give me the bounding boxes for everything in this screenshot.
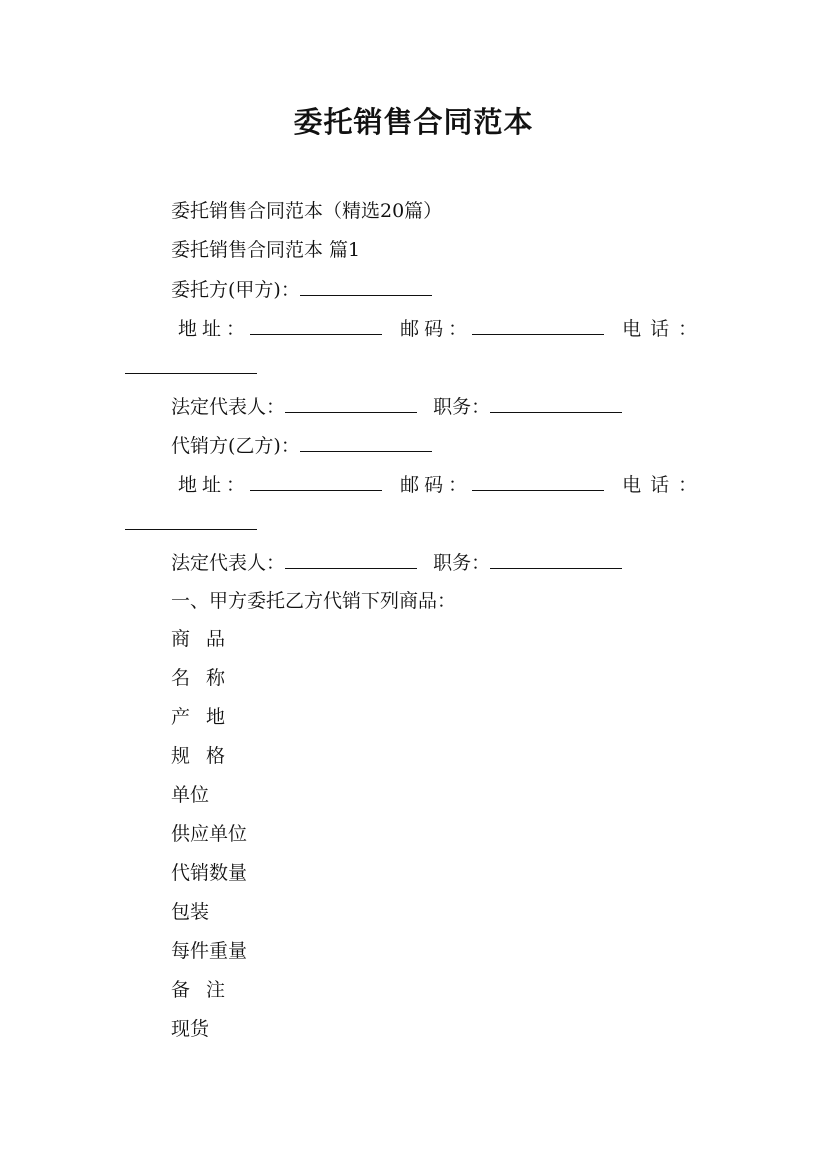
address-label: 地址： [178, 318, 251, 340]
address-label: 地址： [178, 474, 251, 496]
phone-continuation [125, 355, 257, 380]
party-a-line [171, 277, 432, 302]
rep-label: 法定代表人： [171, 396, 286, 418]
weight-field: 每件重量 [171, 940, 248, 962]
party-b-address-line [178, 472, 706, 497]
party-a-blank [300, 277, 432, 296]
address-blank [250, 472, 382, 491]
supplier-field: 供应单位 [171, 823, 248, 845]
unit-field: 单位 [171, 784, 210, 806]
duty-label: 职务： [433, 396, 491, 418]
duty-blank [490, 394, 622, 413]
postcode-blank [472, 472, 604, 491]
party-a-label: 委托方(甲方)： [171, 279, 300, 301]
clause-1: 一、甲方委托乙方代销下列商品： [171, 590, 457, 612]
rep-blank [285, 394, 417, 413]
spec-field: 规 格 [171, 745, 231, 767]
duty-blank [490, 550, 622, 569]
address-blank [250, 316, 382, 335]
quantity-field: 代销数量 [171, 862, 248, 884]
remark-field: 备 注 [171, 979, 231, 1001]
part-heading: 委托销售合同范本 篇1 [171, 239, 361, 261]
document-title: 委托销售合同范本 [293, 105, 534, 139]
party-a-address-line [178, 316, 706, 341]
phone-label: 电话： [622, 474, 707, 496]
party-b-rep-line [171, 550, 622, 575]
postcode-label: 邮码： [400, 318, 473, 340]
rep-blank [285, 550, 417, 569]
party-b-blank [300, 433, 432, 452]
name-field: 名 称 [171, 667, 231, 689]
postcode-blank [472, 316, 604, 335]
party-a-rep-line [171, 394, 622, 419]
goods-field: 商 品 [171, 628, 231, 650]
origin-field: 产 地 [171, 706, 231, 728]
phone-continuation [125, 511, 257, 536]
duty-label: 职务： [433, 552, 491, 574]
phone-blank [125, 355, 257, 374]
phone-blank [125, 511, 257, 530]
intro-line: 委托销售合同范本（精选20篇） [171, 200, 443, 222]
rep-label: 法定代表人： [171, 552, 286, 574]
packing-field: 包装 [171, 901, 210, 923]
phone-label: 电话： [622, 318, 707, 340]
party-b-label: 代销方(乙方)： [171, 435, 300, 457]
party-b-line [171, 433, 432, 458]
postcode-label: 邮码： [400, 474, 473, 496]
stock-field: 现货 [171, 1018, 210, 1040]
